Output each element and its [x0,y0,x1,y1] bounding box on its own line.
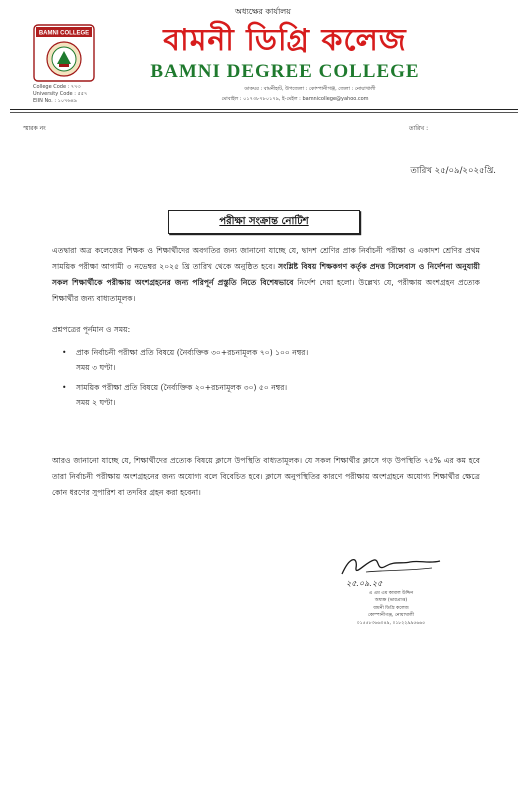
bullet-icon: • [62,383,67,392]
list-item [62,345,472,375]
list-item-marks: প্রাক নির্বাচনী পরীক্ষা প্রতি বিষয়ে (নৈর্ব্যক্তিক ৩০+রচনামূলক ৭০) ১০০ নম্বর। [76,348,309,357]
list-item [62,380,472,410]
address-line: ডাকঘর : বামনীহাট, উপজেলা : কোম্পানীগঞ্জ, জেলা : নোয়াখালী [244,86,376,92]
header-divider-thin [10,112,518,113]
paragraph-1-end-text: নির্দেশ দেয়া হলো। উল্লেখ্য যে, পরীক্ষায় অংশগ্রহন প্রত্যেক শিক্ষার্থীর জন্য বাধ্যতামূলক। [52,278,480,303]
college-code: College Code : ৭৭৩ [33,84,81,90]
signatory-address: কোম্পানীগঞ্জ, নোয়াখালী [367,613,415,619]
college-name-bengali: বামনী ডিগ্রি কলেজ [163,23,407,58]
paragraph-1-bold-text: সংশ্লিষ্ট বিষয় শিক্ষকগণ কর্তৃক প্রদত্ত সিলেবাস ও নির্দেশনা অনুযায়ী সকল শিক্ষার্থীকে পরীক্ষায় অংশগ্রহনের জন্য পরিপূর্ন প্রস্তুতি নিতে বিশেষভাবে [52,262,480,287]
college-codes [33,84,113,105]
marks-heading: প্রশ্নপত্রের পূর্নমান ও সময়: [52,325,131,334]
signatory-college: বামনী ডিগ্রি কলেজ [373,605,409,611]
signature-image [336,552,446,580]
signatory-phone: ০১৫৫৮৩৬৬০৪৯, ০১৮২২৯৯৫৬৬৫ [356,620,426,626]
contact-line: মোবাইল : ০১৭৩৮৭৮০১৭৯, ই-মেইল : bamnicollege@yahoo.com [221,96,369,102]
bullet-icon: • [62,348,67,357]
list-item-marks: সাময়িক পরীক্ষা প্রতি বিষয়ে (নৈর্ব্যক্তিক ২০+রচনামূলক ৩০) ৫০ নম্বর। [76,383,288,392]
memo-number-label: স্মারক নং [23,125,46,132]
paragraph-1-text: এতদ্বারা অত্র কলেজের শিক্ষক ও শিক্ষার্থীদের অবগতির জন্য জানানো যাচ্ছে যে, দ্বাদশ শ্রেণির প্রাক নির্বাচনী পরীক্ষা ও একাদশ শ্রেণির প্রথম সাময়িক পরীক্ষা আগামী ৩ নভেম্বর ২০২৫ খ্রি তারিখ থেকে অনুষ্ঠিত হবে। [52,246,480,271]
signature-date: ২৫.০৯.২৫ [346,579,383,588]
logo-text: BAMNI COLLEGE [38,30,90,37]
notice-title: পরীক্ষা সংক্রান্ত নোটিশ [219,215,309,227]
notice-paragraph-1 [52,243,480,307]
college-name-english: BAMNI DEGREE COLLEGE [150,61,420,82]
notice-title-box [168,210,360,234]
signatory-block [336,590,446,627]
signatory-name: এ এম এম কামাল উদ্দিন [368,591,414,596]
notice-date: তারিখ ২৫/০৯/২০২৫খ্রি. [410,166,496,176]
eiin-number: EIIN No. : ১০৭৬৪৯ [33,98,78,104]
signatory-designation: অধ্যক্ষ (ভারপ্রাপ্ত) [374,598,408,604]
header-divider [10,109,518,110]
list-item-time: সময় ৩ ঘণ্টা। [76,363,116,372]
memo-date-label: তারিখ : [409,125,429,132]
notice-paragraph-2: আরও জানানো যাচ্ছে যে, শিক্ষার্থীদের প্রত্যেক বিষয়ে ক্লাসে উপস্থিতি বাধ্যতামূলক। যে সকল শিক্ষার্থীর ক্লাসে গড় উপস্থিতি ৭৫% এর কম হবে তারা নির্বাচনী পরীক্ষায় অংশগ্রহনের জন্য অযোগ্য বলে বিবেচিত হবে। ক্লাসে অনুপস্থিতির কারণে পরীক্ষায় অংশগ্রহনে অযোগ্য শিক্ষার্থীর ক্ষেত্রে কোন ধরণের সুপারিশ বা তদবির গ্রহন করা হবেনা। [52,456,480,497]
marks-list [62,345,472,415]
college-logo [33,24,95,82]
list-item-time: সময় ২ ঘণ্টা। [76,398,116,407]
university-code: University Code : ৫৫৭ [33,91,88,97]
office-label: অধ্যক্ষের কার্যালয় [235,7,291,16]
